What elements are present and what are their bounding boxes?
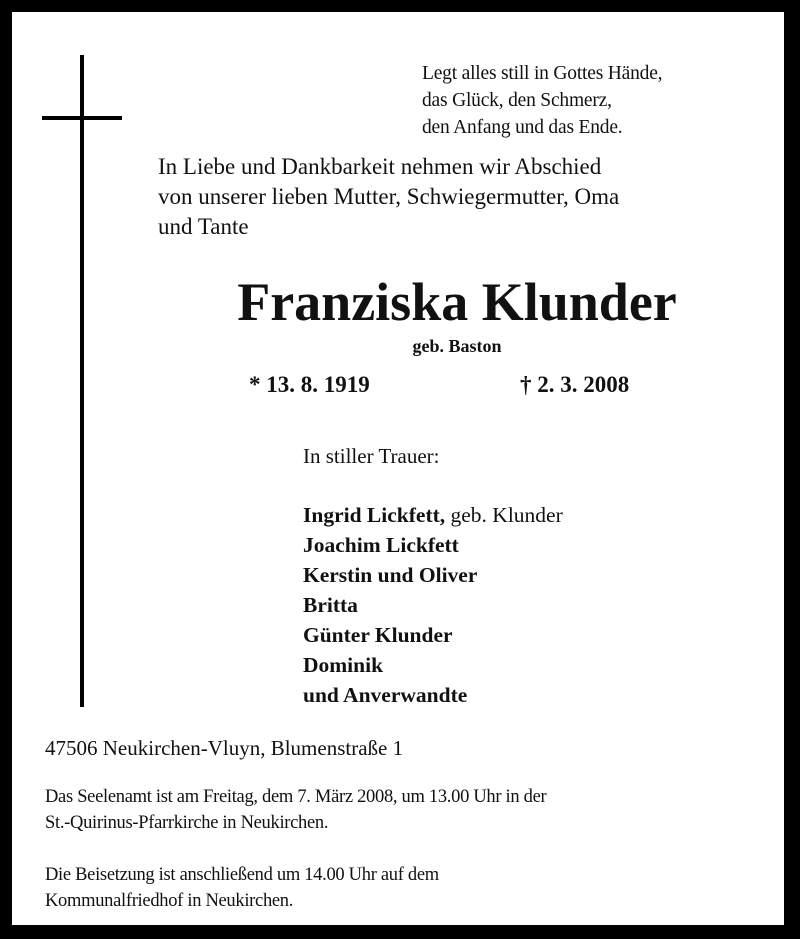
birth-name: geb. Baston [412, 336, 502, 356]
intro-line: von unserer lieben Mutter, Schwiegermutter, Oma [158, 184, 620, 209]
burial-info: Die Beisetzung ist anschließend um 14.00 Uhr auf dem Kommunalfriedhof in Neukirchen. [45, 865, 439, 911]
cross-icon-horizontal [42, 116, 122, 120]
poem-line: Legt alles still in Gottes Hände, [422, 63, 663, 84]
poem-line: das Glück, den Schmerz, [422, 90, 612, 111]
cross-icon-vertical [80, 55, 84, 707]
mourner: Kerstin und Oliver [303, 563, 478, 587]
mourner: Dominik [303, 653, 384, 677]
mourner: Günter Klunder [303, 623, 453, 647]
service-info: Das Seelenamt ist am Freitag, dem 7. März 2008, um 13.00 Uhr in der St.-Quirinus-Pfarrkirche in Neukirchen. [45, 787, 547, 833]
intro-text [158, 152, 619, 242]
deceased-name: Franziska Klunder [237, 272, 677, 332]
obituary-card [12, 12, 784, 925]
intro-line: und Tante [158, 214, 249, 239]
intro-line: In Liebe und Dankbarkeit nehmen wir Abschied [158, 154, 602, 179]
death-date: † 2. 3. 2008 [520, 372, 630, 397]
address: 47506 Neukirchen-Vluyn, Blumenstraße 1 [45, 736, 404, 760]
mourner: und Anverwandte [303, 683, 468, 707]
poem-verse [422, 60, 662, 141]
mourners-list [303, 500, 563, 710]
mourner: Ingrid Lickfett, geb. Klunder [303, 503, 563, 527]
mourners-heading: In stiller Trauer: [303, 444, 440, 468]
birth-date: * 13. 8. 1919 [249, 372, 370, 397]
poem-line: den Anfang und das Ende. [422, 117, 623, 138]
mourner: Britta [303, 593, 358, 617]
mourner: Joachim Lickfett [303, 533, 459, 557]
